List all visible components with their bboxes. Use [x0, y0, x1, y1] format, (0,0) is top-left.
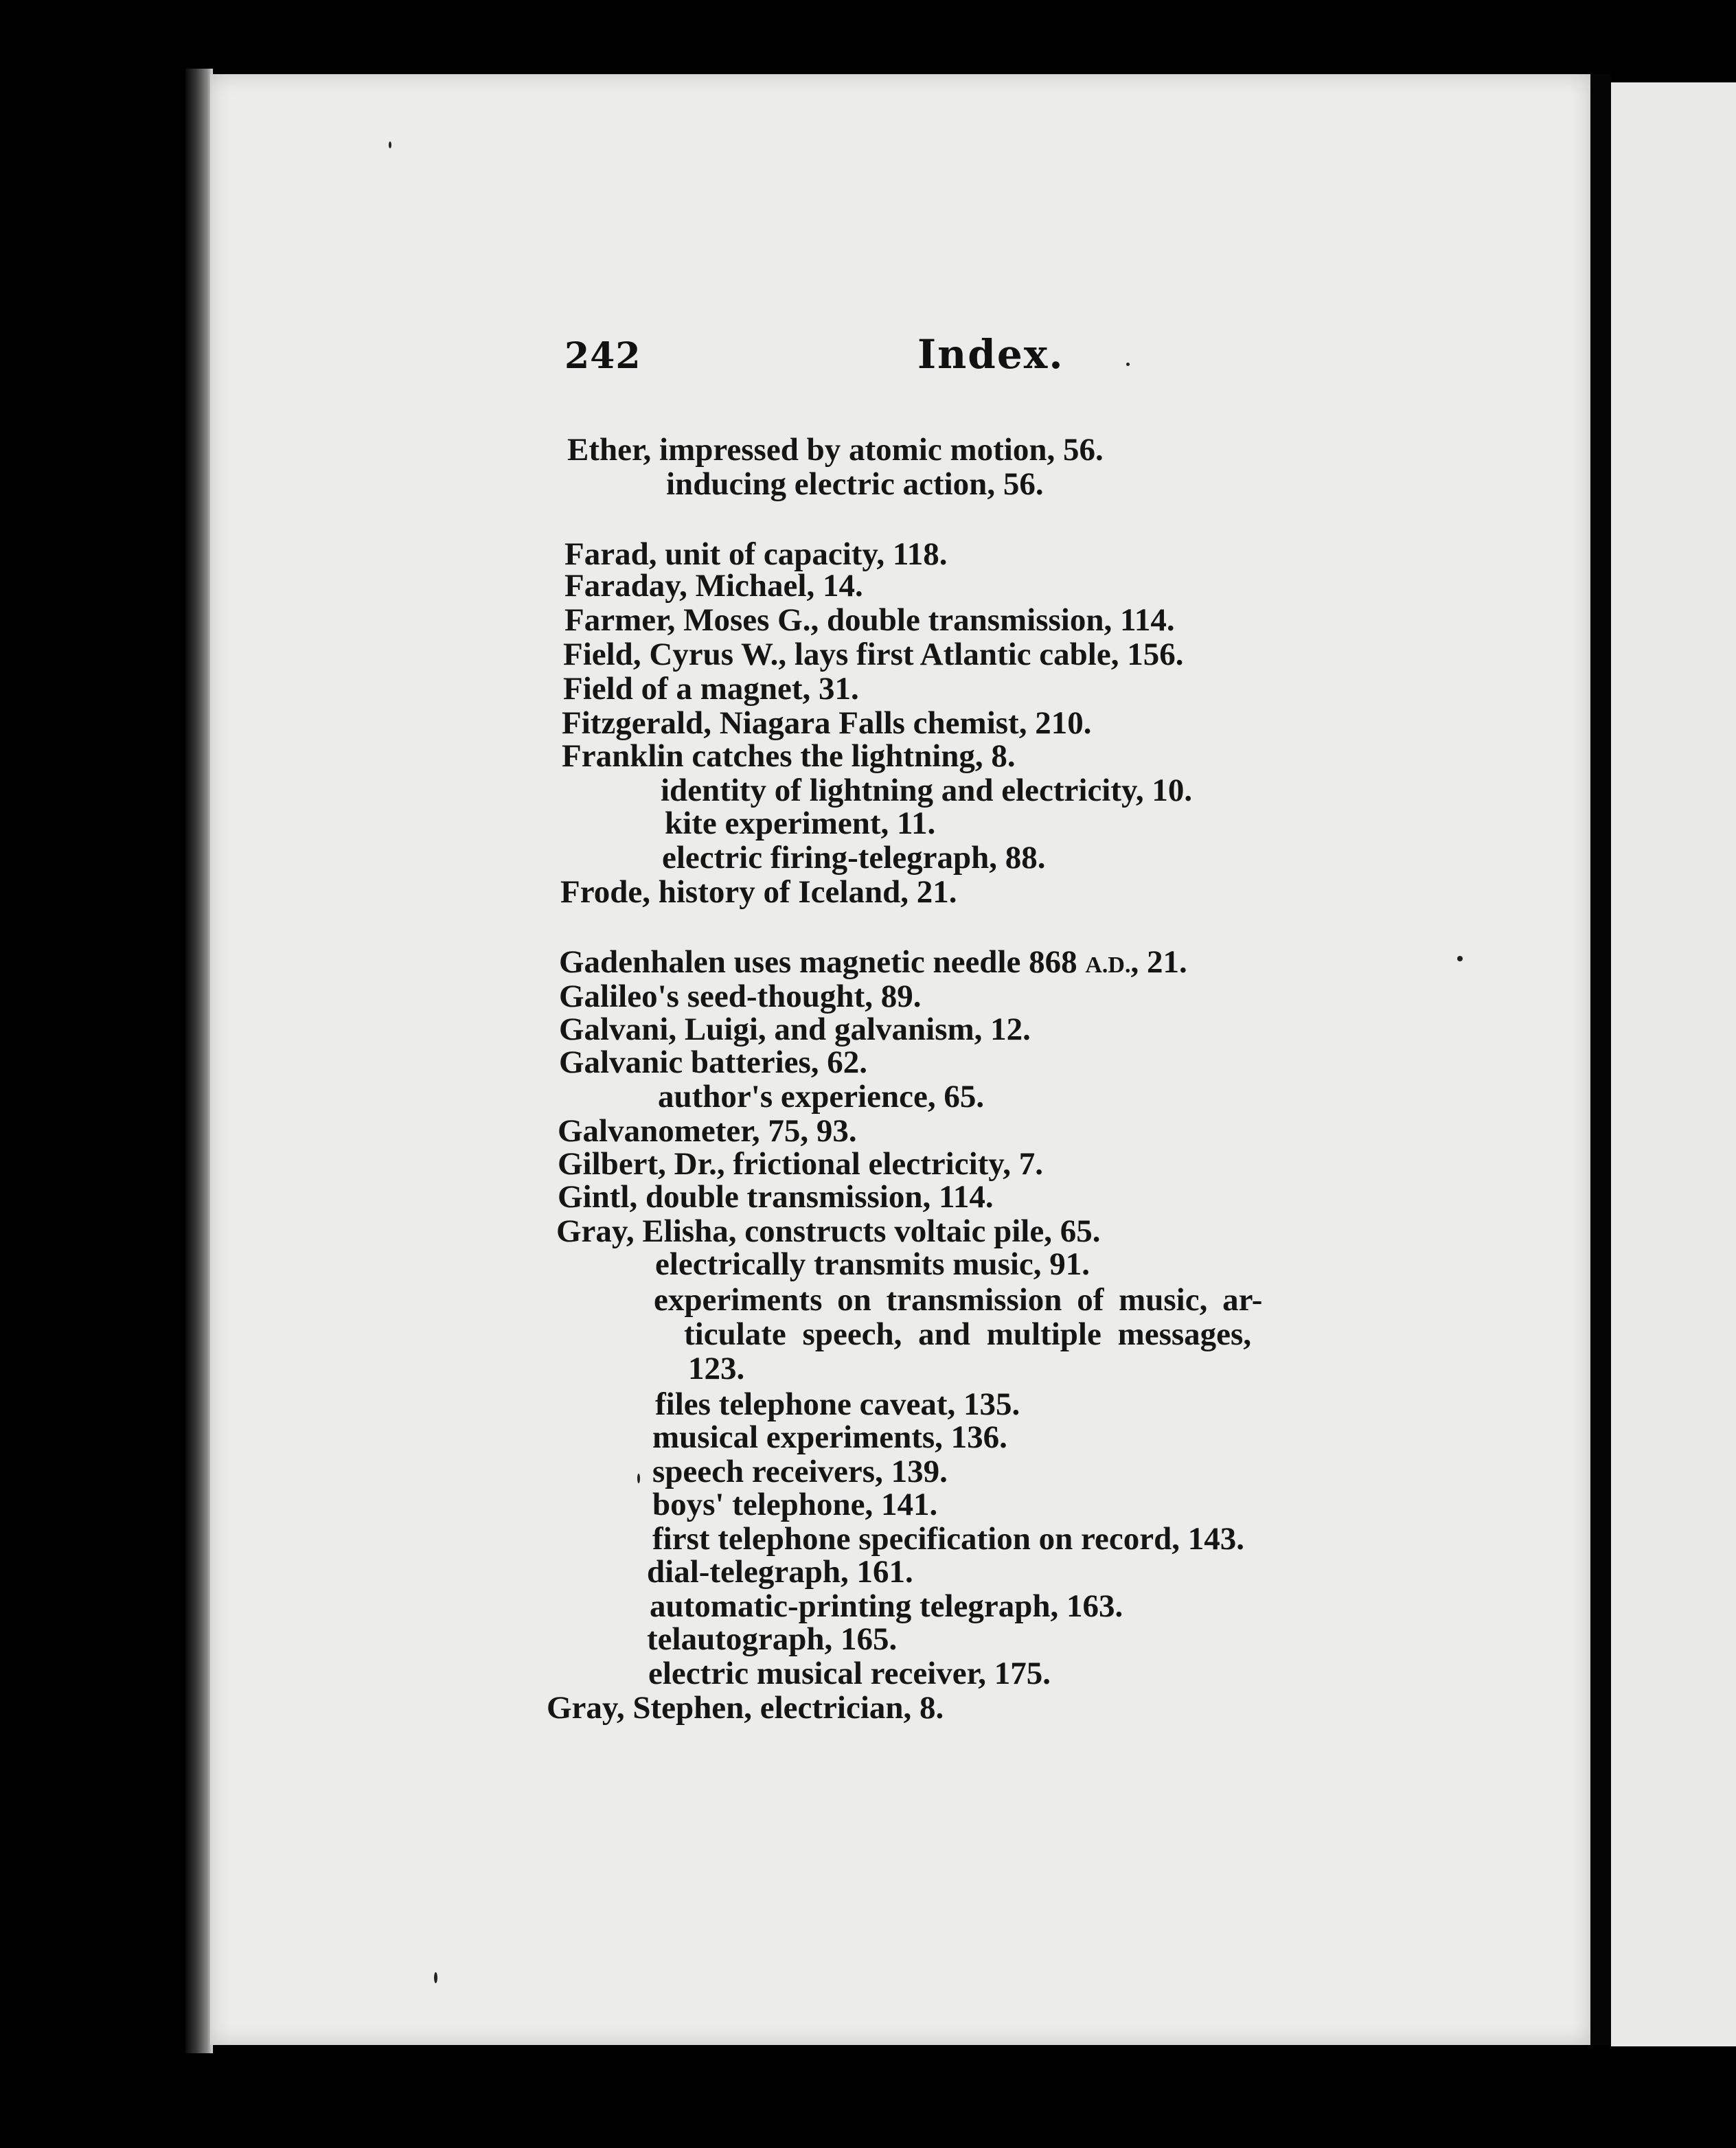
index-entry: Galileo's seed-thought, 89.	[559, 979, 922, 1014]
index-subentry: identity of lightning and electricity, 10.	[661, 773, 1193, 808]
book-gutter	[1590, 74, 1611, 2045]
index-subentry: kite experiment, 11.	[665, 806, 936, 841]
index-entry: Gray, Elisha, constructs voltaic pile, 65.	[556, 1213, 1101, 1249]
index-entry: Field of a magnet, 31.	[563, 671, 859, 707]
index-subentry: speech receivers, 139.	[652, 1454, 948, 1489]
index-subentry: experiments on transmission of music, ar-	[654, 1282, 1263, 1318]
index-entry: Gilbert, Dr., frictional electricity, 7.	[558, 1146, 1043, 1182]
index-subentry: telautograph, 165.	[647, 1621, 898, 1657]
index-entry: Galvanometer, 75, 93.	[558, 1113, 857, 1149]
running-head: Index.	[917, 331, 1064, 378]
index-subentry: dial-telegraph, 161.	[647, 1554, 913, 1590]
paper-speck	[434, 1972, 437, 1983]
index-entry-page: , 21.	[1130, 944, 1187, 980]
index-subentry: musical experiments, 136.	[652, 1419, 1007, 1455]
index-subentry: inducing electric action, 56.	[666, 466, 1044, 502]
book-page	[210, 74, 1590, 2045]
index-entry: Gintl, double transmission, 114.	[558, 1179, 994, 1215]
index-subentry: files telephone caveat, 135.	[655, 1386, 1020, 1422]
index-entry: Farmer, Moses G., double transmission, 114.	[564, 602, 1175, 638]
paper-speck	[1457, 956, 1463, 961]
index-subentry: first telephone specification on record, 143.	[652, 1521, 1244, 1557]
page-edge-shadow	[185, 69, 213, 2053]
index-entry: Faraday, Michael, 14.	[564, 568, 863, 604]
paper-speck	[1126, 363, 1130, 366]
index-subentry-continued: 123.	[688, 1351, 745, 1386]
index-entry: Frode, history of Iceland, 21.	[560, 874, 957, 910]
index-entry: Farad, unit of capacity, 118.	[564, 536, 948, 572]
index-subentry: boys' telephone, 141.	[652, 1487, 938, 1522]
index-entry: Ether, impressed by atomic motion, 56.	[567, 432, 1104, 468]
paper-speck	[637, 1474, 640, 1483]
index-subentry: author's experience, 65.	[658, 1079, 985, 1115]
index-entry: Galvani, Luigi, and galvanism, 12.	[559, 1012, 1031, 1047]
era-abbreviation: A.D.	[1085, 952, 1131, 978]
adjacent-page-edge	[1611, 82, 1736, 2046]
index-subentry-continued: ticulate speech, and multiple messages,	[684, 1316, 1252, 1352]
index-subentry: electrically transmits music, 91.	[655, 1246, 1090, 1282]
index-entry: Gray, Stephen, electrician, 8.	[547, 1690, 944, 1726]
index-entry: Franklin catches the lightning, 8.	[562, 738, 1016, 774]
index-entry	[559, 946, 1187, 979]
index-subentry: electric musical receiver, 175.	[648, 1656, 1051, 1691]
page-number: 242	[564, 335, 641, 377]
index-entry: Field, Cyrus W., lays first Atlantic cable, 156.	[563, 637, 1184, 672]
index-entry: Galvanic batteries, 62.	[559, 1044, 868, 1080]
index-subentry: automatic-printing telegraph, 163.	[650, 1588, 1123, 1624]
index-subentry: electric firing-telegraph, 88.	[662, 840, 1046, 876]
paper-speck	[389, 141, 391, 148]
index-entry-text: Gadenhalen uses magnetic needle 868	[559, 944, 1077, 980]
index-entry: Fitzgerald, Niagara Falls chemist, 210.	[562, 705, 1092, 741]
